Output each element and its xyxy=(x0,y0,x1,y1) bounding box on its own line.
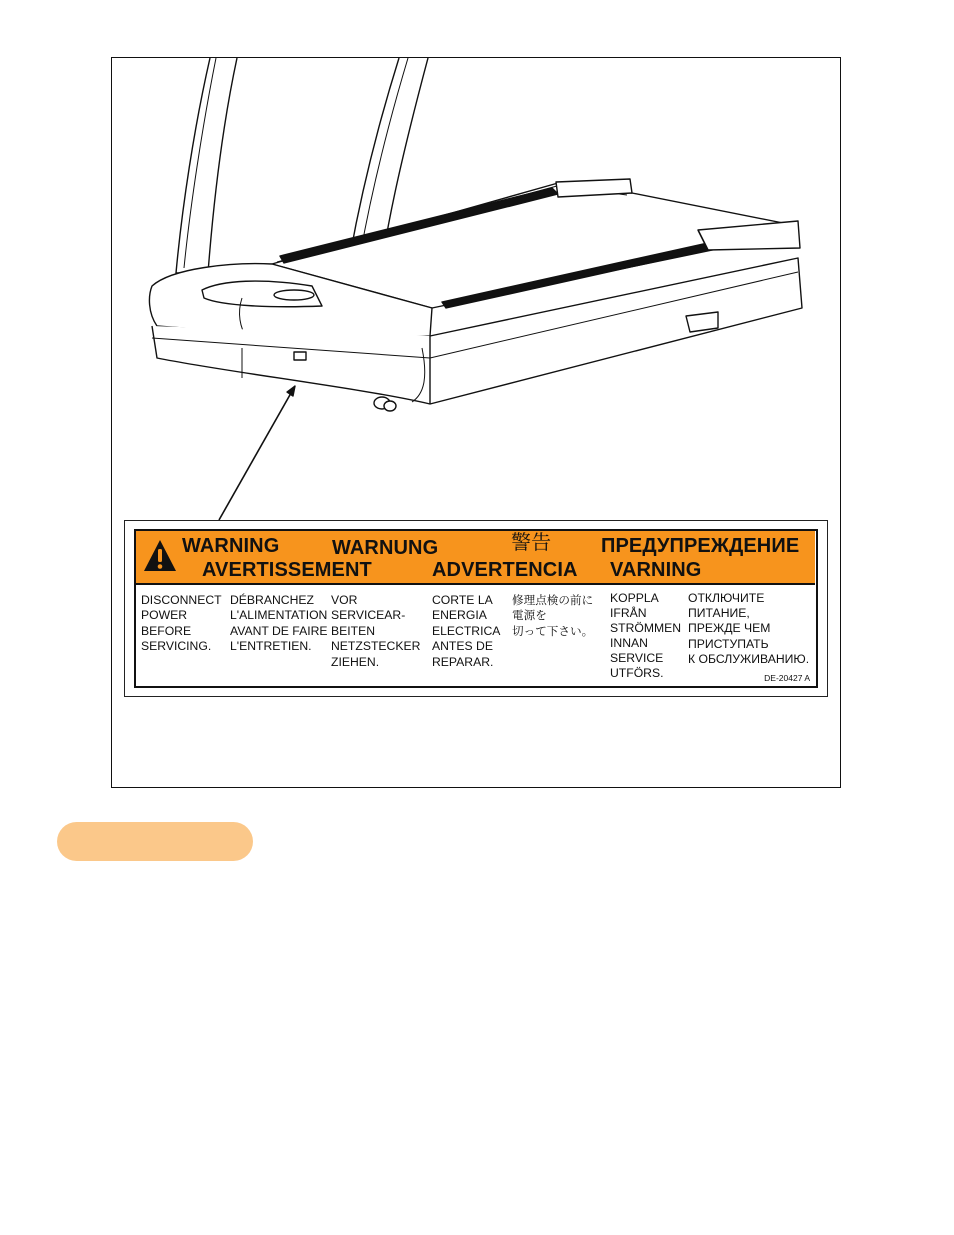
instruction-sv: KOPPLA IFRÅN STRÖMMEN INNAN SERVICE UTFÖRS. xyxy=(610,591,682,680)
section-heading-tab xyxy=(57,822,253,861)
instruction-es: CORTE LA ENERGIA ELECTRICA ANTES DE REPARAR. xyxy=(432,593,501,669)
heading-preduprezhdenie: ПРЕДУПРЕЖДЕНИЕ xyxy=(601,535,800,557)
heading-varning: VARNING xyxy=(610,559,702,581)
heading-advertencia: ADVERTENCIA xyxy=(432,559,578,581)
instruction-ru: ОТКЛЮЧИТЕ ПИТАНИЕ, ПРЕЖДЕ ЧЕМ ПРИСТУПАТЬ К ОБСЛУЖИВАНИЮ. xyxy=(688,591,810,666)
instruction-en: DISCONNECT POWER BEFORE SERVICING. xyxy=(141,593,222,654)
warning-triangle-icon xyxy=(142,538,178,574)
heading-warning: WARNING xyxy=(182,535,280,557)
heading-keikoku: 警告 xyxy=(511,532,552,554)
heading-avertissement: AVERTISSEMENT xyxy=(202,559,372,581)
instruction-de: VOR SERVICEAR- BEITEN NETZSTECKER ZIEHEN. xyxy=(331,593,421,669)
instruction-ja: 修理点検の前に 電源を 切って下さい。 xyxy=(512,594,594,638)
instruction-fr: DÉBRANCHEZ L'ALIMENTATION AVANT DE FAIRE L'ENTRETIEN. xyxy=(230,593,328,654)
warning-label xyxy=(134,529,818,688)
treadmill-illustration xyxy=(112,58,842,528)
warning-label-header xyxy=(136,531,815,585)
heading-warnung: WARNUNG xyxy=(332,537,439,559)
part-number: DE-20427 A xyxy=(764,673,810,683)
